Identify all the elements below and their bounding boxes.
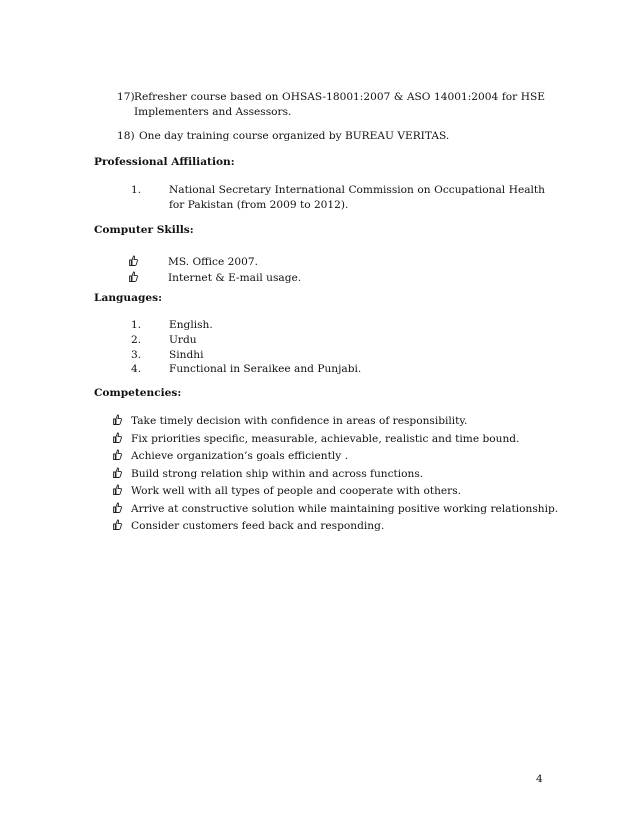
languages-heading: Languages:	[94, 292, 163, 304]
thumbs-up-icon	[129, 255, 138, 266]
training-text: One day training course organized by BUREAU VERITAS.	[139, 130, 450, 142]
list-number: 1.	[131, 319, 142, 331]
list-item	[113, 448, 558, 466]
training-number: 17)	[117, 91, 135, 103]
list-item	[131, 333, 545, 348]
list-item	[131, 318, 545, 333]
thumbs-up-icon	[113, 519, 122, 530]
computer-skills-heading: Computer Skills:	[94, 224, 194, 236]
list-item	[131, 362, 545, 377]
training-item-17	[117, 90, 545, 120]
list-item	[113, 466, 558, 484]
thumbs-up-icon	[113, 467, 122, 478]
thumbs-up-icon	[113, 484, 122, 495]
list-text: Work well with all types of people and cooperate with others.	[131, 485, 462, 497]
list-item	[113, 501, 558, 519]
list-text: Arrive at constructive solution while maintaining positive working relationship.	[131, 502, 559, 515]
list-text: Fix priorities specific, measurable, achievable, realistic and time bound.	[131, 432, 520, 445]
list-item	[113, 483, 558, 501]
list-text: Functional in Seraikee and Punjabi.	[169, 363, 362, 376]
list-text: Urdu	[169, 333, 197, 346]
computer-skills-list	[129, 254, 301, 286]
thumbs-up-icon	[113, 432, 122, 443]
list-item	[113, 518, 558, 536]
list-number: 3.	[131, 348, 142, 361]
thumbs-up-icon	[113, 449, 122, 460]
page-number: 4	[536, 773, 543, 785]
list-item	[131, 183, 545, 213]
list-text: Consider customers feed back and responding.	[131, 520, 385, 532]
professional-affiliation-heading: Professional Affiliation:	[94, 156, 235, 168]
languages-list	[131, 318, 545, 377]
list-text: Sindhi	[169, 348, 204, 361]
training-item-18	[117, 129, 545, 144]
list-item	[129, 254, 301, 270]
list-text: National Secretary International Commission on Occupational Health for Pakistan (from 2009 to 2012).	[169, 184, 545, 211]
list-item	[113, 431, 558, 449]
list-item	[129, 270, 301, 286]
list-number: 1.	[131, 184, 142, 196]
list-text: Take timely decision with confidence in areas of responsibility.	[131, 415, 468, 427]
competencies-heading: Competencies:	[94, 387, 182, 399]
professional-affiliation-list	[131, 183, 545, 213]
thumbs-up-icon	[113, 414, 122, 425]
list-text: Internet & E-mail usage.	[168, 271, 302, 284]
training-number: 18)	[117, 130, 135, 142]
list-item	[131, 348, 545, 363]
thumbs-up-icon	[129, 271, 138, 282]
list-item	[113, 413, 558, 431]
list-text: Achieve organization’s goals efficiently .	[131, 450, 348, 462]
thumbs-up-icon	[113, 502, 122, 513]
list-text: English.	[169, 319, 213, 331]
competencies-list	[113, 413, 558, 536]
list-number: 2.	[131, 333, 142, 346]
list-text: MS. Office 2007.	[168, 256, 258, 268]
training-text: Refresher course based on OHSAS-18001:2007 & ASO 14001:2004 for HSE Implementers and Assessors.	[134, 91, 545, 118]
list-text: Build strong relation ship within and across functions.	[131, 467, 424, 480]
list-number: 4.	[131, 363, 142, 376]
